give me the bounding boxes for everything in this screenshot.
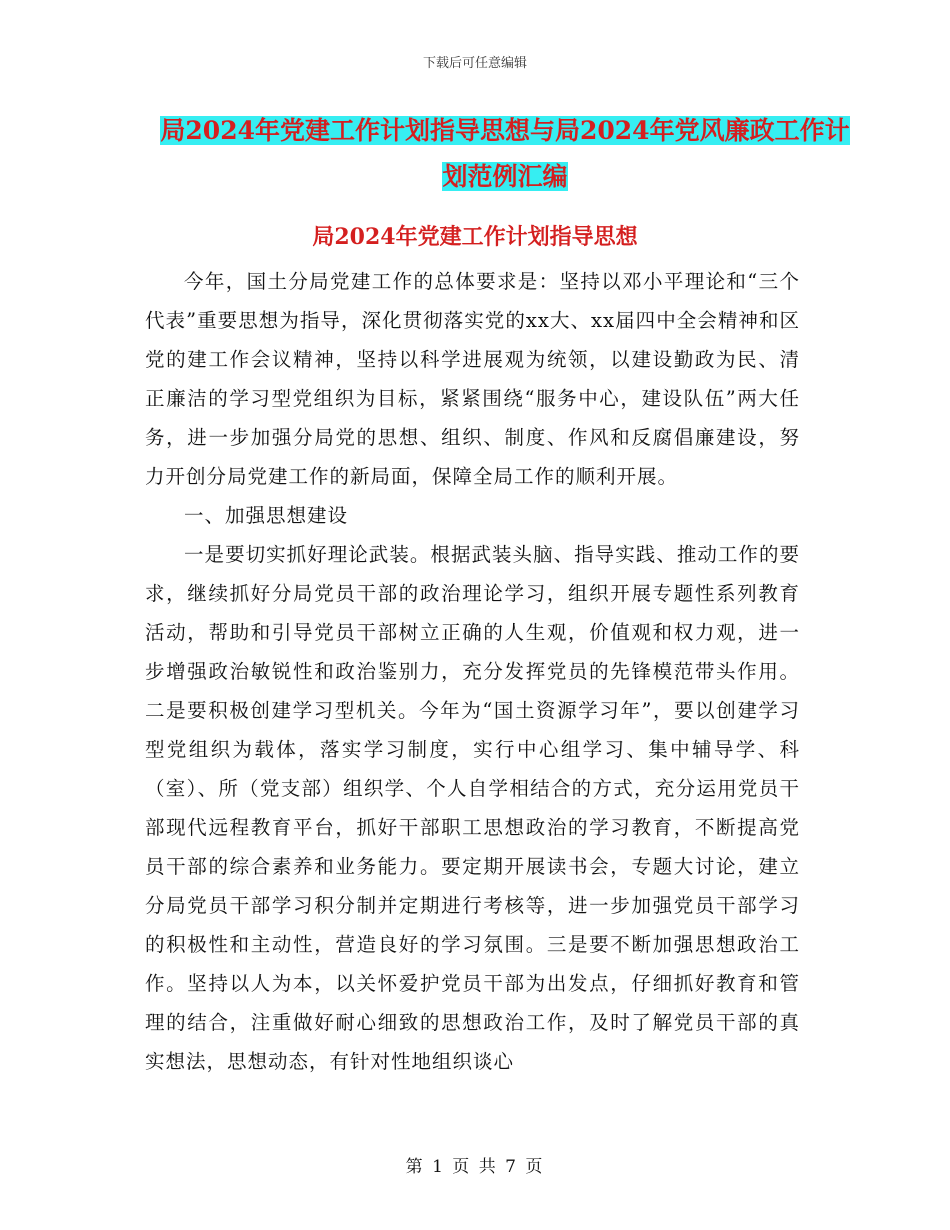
paragraph-heading-1: 一、加强思想建设	[184, 504, 349, 527]
page-footer: 第 1 页 共 7 页	[405, 1157, 545, 1177]
body-text	[145, 262, 800, 1081]
header-note: 下载后可任意编辑	[422, 56, 527, 71]
paragraph-intro: 今年，国土分局党建工作的总体要求是：坚持以邓小平理论和“三个代表”重要思想为指导，深化贯彻落实党的xx大、xx届四中全会精神和区党的建工作会议精神，坚持以科学进展观为统领，以建设勤政为民、清正廉洁的学习型党组织为目标，紧紧围绕“服务中心，建设队伍”两大任务，进一步加强分局党的思想、组织、制度、作风和反腐倡廉建设，努力开创分局党建工作的新局面，保障全局工作的顺利开展。	[145, 270, 800, 488]
section-title: 局2024年党建工作计划指导思想	[312, 224, 638, 250]
paragraph-1: 一是要切实抓好理论武装。根据武装头脑、指导实践、推动工作的要求，继续抓好分局党员干部的政治理论学习，组织开展专题性系列教育活动，帮助和引导党员干部树立正确的人生观，价值观和权力观，进一步增强政治敏锐性和政治鉴别力，充分发挥党员的先锋模范带头作用。二是要积极创建学习型机关。今年为“国土资源学习年”，要以创建学习型党组织为载体，落实学习制度，实行中心组学习、集中辅导学、科（室）、所（党支部）组织学、个人自学相结合的方式，充分运用党员干部现代远程教育平台，抓好干部职工思想政治的学习教育，不断提高党员干部的综合素养和业务能力。要定期开展读书会，专题大讨论，建立分局党员干部学习积分制并定期进行考核等，进一步加强党员干部学习的积极性和主动性，营造良好的学习氛围。三是要不断加强思想政治工作。坚持以人为本，以关怀爱护党员干部为出发点，仔细抓好教育和管理的结合，注重做好耐心细致的思想政治工作，及时了解党员干部的真实想法，思想动态，有针对性地组织谈心	[145, 543, 800, 1073]
document-title-text: 局2024年党建工作计划指导思想与局2024年党风廉政工作计划范例汇编	[160, 116, 850, 191]
document-title	[150, 108, 860, 200]
